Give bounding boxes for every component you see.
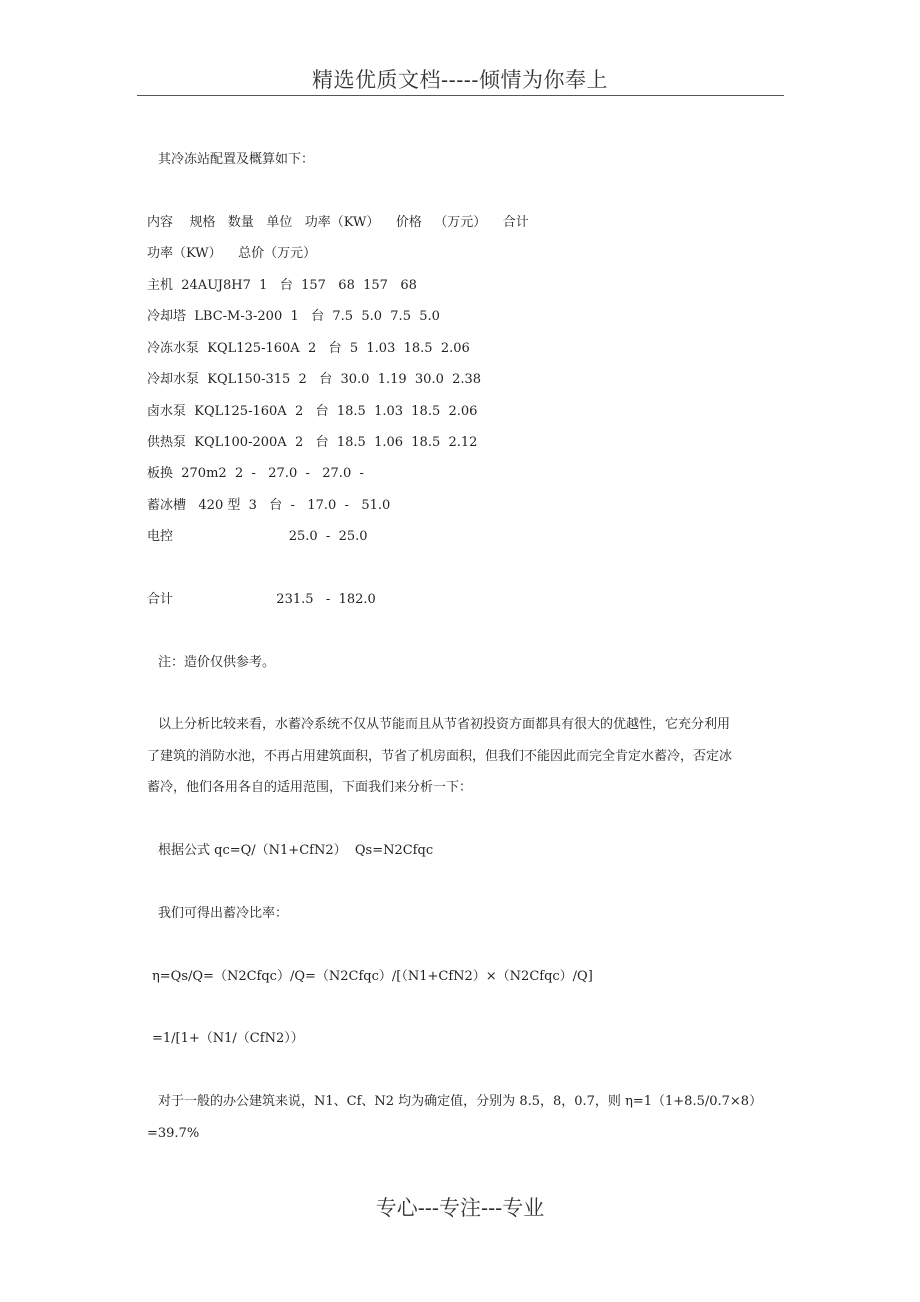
table-row-chilled-water-pump: 冷冻水泵 KQL125-160A 2 台 5 1.03 18.5 2.06 — [147, 341, 470, 356]
header-rule — [137, 95, 784, 96]
table-header-line-1: 内容 规格 数量 单位 功率（KW） 价格 （万元） 合计 — [147, 215, 529, 230]
ratio-intro-line: 我们可得出蓄冷比率： — [158, 906, 289, 921]
table-row-main-unit: 主机 24AUJ8H7 1 台 157 68 157 68 — [147, 278, 417, 293]
table-row-cooling-water-pump: 冷却水泵 KQL150-315 2 台 30.0 1.19 30.0 2.38 — [147, 372, 482, 387]
page-footer-title: 专心---专注---专业 — [375, 1196, 545, 1220]
page-header-title: 精选优质文档-----倾情为你奉上 — [312, 68, 608, 92]
table-total-row: 合计 231.5 - 182.0 — [147, 592, 376, 607]
table-row-cooling-tower: 冷却塔 LBC-M-3-200 1 台 7.5 5.0 7.5 5.0 — [147, 309, 440, 324]
analysis-line-2: 了建筑的消防水池，不再占用建筑面积，节省了机房面积，但我们不能因此而完全肯定水蓄冷，否定冰 — [147, 749, 733, 764]
eta-formula-line-2: =1/[1+（N1/（CfN2）） — [152, 1031, 304, 1046]
intro-line: 其冷冻站配置及概算如下： — [158, 152, 315, 167]
table-header-line-2: 功率（KW） 总价（万元） — [147, 246, 317, 261]
formula-line: 根据公式 qc=Q/（N1+CfN2） Qs=N2Cfqc — [158, 843, 434, 858]
table-row-electric-control: 电控 25.0 - 25.0 — [147, 529, 368, 544]
office-line-1: 对于一般的办公建筑来说，N1、Cf、N2 均为确定值，分别为 8.5，8，0.7，则 η=1（1+8.5/0.7×8） — [158, 1094, 763, 1109]
table-row-brine-pump: 卤水泵 KQL125-160A 2 台 18.5 1.03 18.5 2.06 — [147, 404, 478, 419]
analysis-line-1: 以上分析比较来看，水蓄冷系统不仅从节能而且从节省初投资方面都具有很大的优越性，它充分利用 — [158, 717, 731, 732]
note-line: 注：造价仅供参考。 — [158, 655, 276, 670]
office-line-2: =39.7% — [147, 1126, 200, 1141]
table-row-plate-exchanger: 板换 270m2 2 - 27.0 - 27.0 - — [147, 466, 364, 481]
eta-formula-line-1: η=Qs/Q=（N2Cfqc）/Q=（N2Cfqc）/[（N1+CfN2）×（N2Cfqc）/Q] — [152, 969, 593, 984]
table-row-heating-pump: 供热泵 KQL100-200A 2 台 18.5 1.06 18.5 2.12 — [147, 435, 478, 450]
table-row-ice-tank: 蓄冰槽 420 型 3 台 - 17.0 - 51.0 — [147, 498, 391, 513]
analysis-line-3: 蓄冷，他们各用各自的适用范围，下面我们来分析一下： — [147, 780, 473, 795]
